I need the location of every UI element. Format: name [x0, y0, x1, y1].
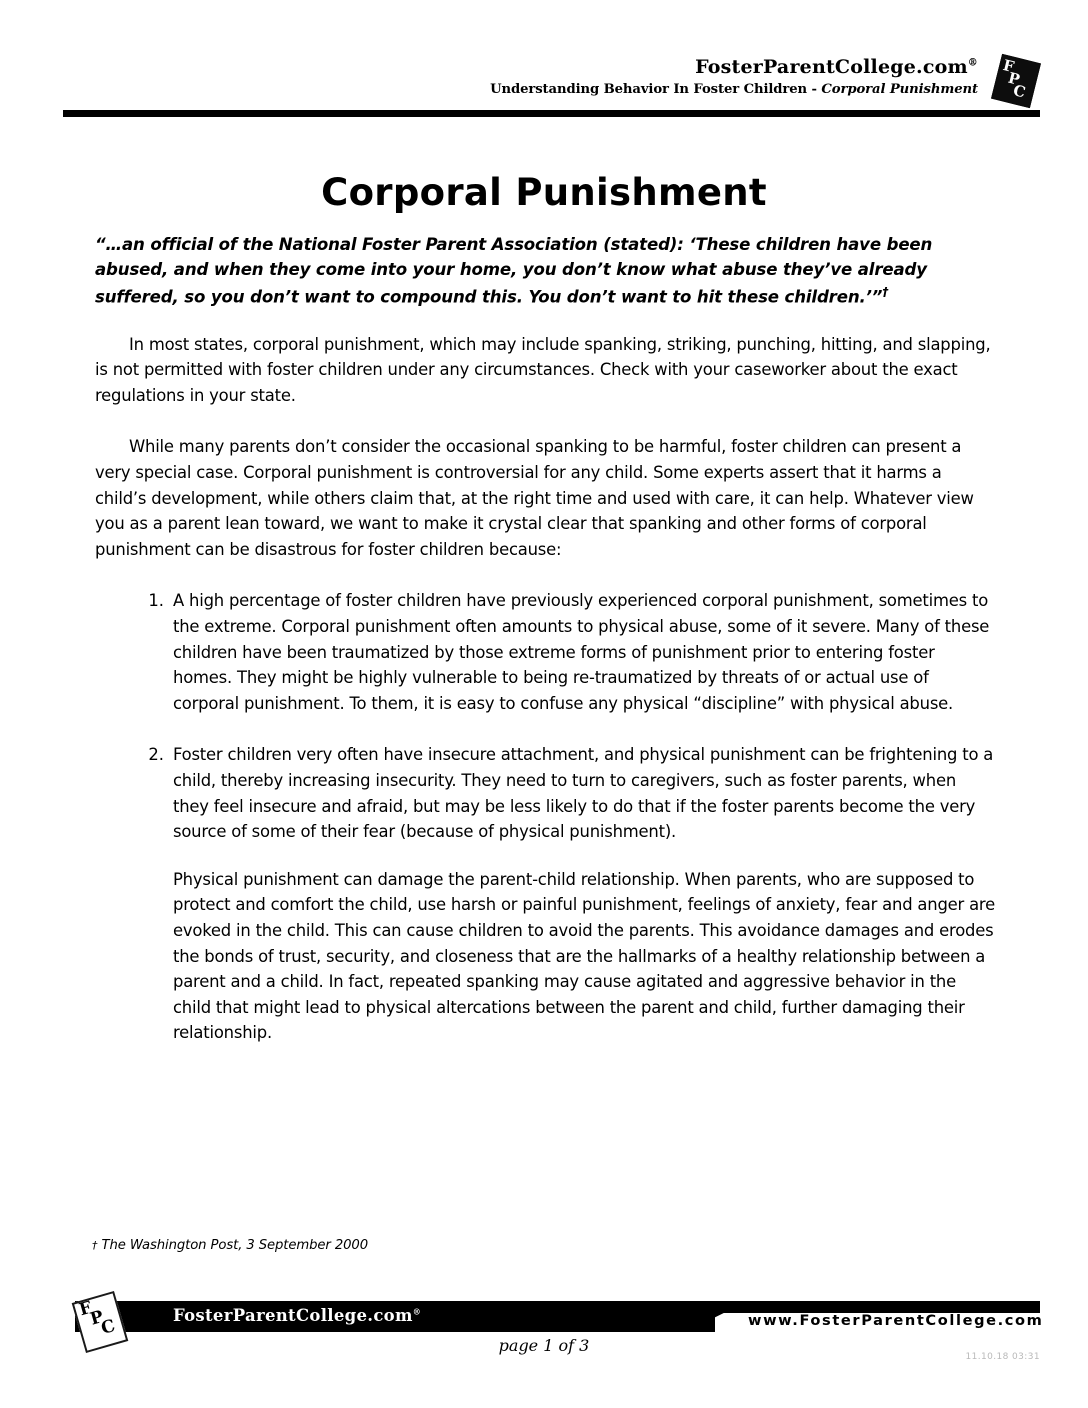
page-header [0, 0, 1088, 118]
logo-letter-c: C [1011, 81, 1028, 102]
header-brand-block [490, 58, 978, 96]
pull-quote-footnote-marker: † [882, 284, 889, 299]
footer-brand-bar [75, 1297, 715, 1332]
header-subtitle [490, 83, 978, 96]
print-timestamp: 11.10.18 03:31 [965, 1352, 1040, 1362]
header-brand-text: FosterParentCollege.com [695, 56, 968, 78]
paragraph-2: While many parents don’t consider the occasional spanking to be harmful, foster children can present a very special case. Corporal punishment is controversial for any child. Some experts assert that it harms a child’s development, while others claim that, at the right time and used with care, it can help. Whatever view you as a parent lean toward, we want to make it crystal clear that spanking and other forms of corporal punishment can be disastrous for foster children because: [95, 437, 974, 559]
footer-url[interactable]: www.FosterParentCollege.com [748, 1312, 1044, 1329]
header-subtitle-main: Understanding Behavior In Foster Children - [490, 82, 822, 97]
list-item-paragraph: A high percentage of foster children have previously experienced corporal punishment, sometimes to the extreme. Corporal punishment often amounts to physical abuse, some of it severe. Many of these children have been traumatized by those extreme forms of punishment prior to entering foster homes. They might be highly vulnerable to being re-traumatized by threats of or actual use of corporal punishment. To them, it is easy to confuse any physical “discipline” with physical abuse. [173, 591, 990, 713]
list-item-marker: 1. [148, 591, 164, 611]
header-divider [63, 110, 1040, 117]
page-number: page 1 of 3 [498, 1336, 590, 1355]
logo-letter-p: P [87, 1306, 106, 1330]
pull-quote [95, 232, 995, 310]
page-footer [0, 1292, 1088, 1408]
registered-mark: ® [967, 57, 978, 69]
list-item-paragraph: Foster children very often have insecure attachment, and physical punishment can be frightening to a child, thereby increasing insecurity. They need to turn to caregivers, such as foster parents, when they feel insecure and afraid, but may be less likely to do that if the foster parents become the very source of some of their fear (because of physical punishment). [173, 745, 994, 842]
footer-wedge-shape [640, 1301, 748, 1332]
list-item [95, 588, 995, 716]
list-item [95, 742, 995, 1046]
logo-letter-c: C [98, 1315, 118, 1339]
header-subtitle-topic: Corporal Punishment [821, 82, 978, 97]
footnote-marker: † [92, 1239, 98, 1252]
pull-quote-text: “…an official of the National Foster Parent Association (stated): ‘These children have been abused, and when they come into your home, you don’t know what abuse they’ve already suffered, so you don’t want to compound this. You don’t want to hit these children.’” [95, 235, 933, 307]
list-item-paragraph: Physical punishment can damage the parent-child relationship. When parents, who are supposed to protect and comfort the child, use harsh or painful punishment, feelings of anxiety, fear and anger are evoked in the child. This can cause children to avoid the parents. This avoidance damages and erodes the bonds of trust, security, and closeness that are the hallmarks of a healthy relationship between a parent and a child. In fact, repeated spanking may cause agitated and aggressive behavior in the child that might lead to physical altercations between the parent and child, further damaging their relationship. [173, 869, 995, 1043]
paragraph-1: In most states, corporal punishment, which may include spanking, striking, punching, hitting, and slapping, is not permitted with foster children under any circumstances. Check with your caseworker about the exact regulations in your state. [95, 334, 991, 405]
header-brand [490, 58, 978, 77]
logo-letter-f: F [76, 1297, 95, 1321]
logo-letter-p: P [1006, 68, 1022, 89]
numbered-list [95, 588, 995, 1046]
fpc-logo-icon [992, 56, 1040, 106]
footnote-text: The Washington Post, 3 September 2000 [97, 1238, 368, 1253]
footer-registered-mark: ® [412, 1306, 422, 1317]
document-body [95, 232, 995, 1072]
list-item-marker: 2. [148, 745, 164, 765]
footer-brand [173, 1306, 421, 1325]
footer-brand-text: FosterParentCollege.com [173, 1306, 413, 1325]
page-title: Corporal Punishment [321, 170, 767, 214]
logo-letter-f: F [1001, 55, 1016, 77]
footnote [92, 1238, 368, 1253]
